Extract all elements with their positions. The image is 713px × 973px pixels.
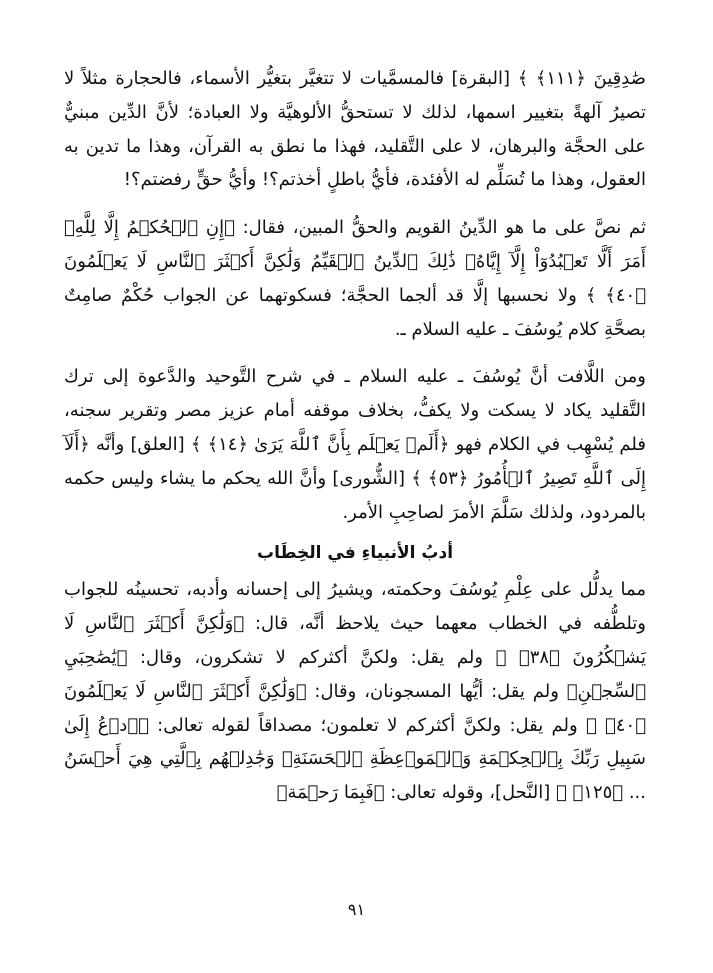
paragraph-4: مما يدلُّل على عِلْمِ يُوسُفَ وحكمته، ويشيرُ إلى إحسانه وأدبه، تحسينُه للجواب وتلطُّفه في الخطاب معهما حيث يلاحظ أنَّه، قال: ﴿وَلَٰكِنَّ أَكۡثَرَ ٱلنَّاسِ لَا يَشۡكُرُونَ ﴿٣٨﴾ ﴾ ولم يقل: ولكنَّ أكثركم لا تشكرون، وقال: ﴿يَٰصَٰحِبَيِ ٱلسِّجۡنِ﴾ ولم يقل: أيُّها المسجونان، وقال: ﴿وَلَٰكِنَّ أَكۡثَرَ ٱلنَّاسِ لَا يَعۡلَمُونَ ﴿٤٠﴾ ﴾ ولم يقل: ولكنَّ أكثركم لا تعلمون؛ مصداقاً لقوله تعالى: ﴿ٱدۡعُ إِلَىٰ سَبِيلِ رَبِّكَ بِٱلۡحِكۡمَةِ وَٱلۡمَوۡعِظَةِ ٱلۡحَسَنَةِۖ وَجَٰدِلۡهُم بِٱلَّتِي هِيَ أَحۡسَنُ ... ﴿١٢٥﴾ ﴾ [النَّحل]، وقوله تعالى: ﴿فَبِمَا رَحۡمَةٖ bbox=[64, 579, 646, 804]
paragraph-1: صَٰدِقِينَ ﴿١١١﴾ ﴾ [البقرة] فالمسمَّيات لا تتغيَّر بتغيُّر الأسماء، فالحجارة مثلاً لا تصيرُ آلهةً بتغيير اسمها، لذلك لا تستحقُّ الألوهيَّة ولا العبادة؛ لأنَّ الدِّين مبنيٌّ على الحجَّة والبرهان، لا على التَّقليد، فهذا ما نطق به القرآن، وهذا ما تدين به العقول، وهذا ما تُسَلِّم له الأفئدة، فأيُّ باطلٍ أخذتم؟! وأيُّ حقٍّ رفضتم؟! bbox=[64, 68, 646, 191]
paragraph-gap bbox=[64, 346, 646, 360]
paragraph-3: ومن اللَّافت أنَّ يُوسُفَ ـ عليه السلام ـ في شرح التَّوحيد والدَّعوة إلى ترك التَّقليد يكاد لا يسكت ولا يكفُّ، بخلاف موقفه أمام عزيز مصر وتقرير سجنه، فلم يُسْهِب في الكلام فهو ﴿أَلَمۡ يَعۡلَم بِأَنَّ ٱللَّهَ يَرَىٰ ﴿١٤﴾ ﴾ [العلق] وأنَّه ﴿أَلَآ إِلَى ٱللَّهِ تَصِيرُ ٱلۡأُمُورُ ﴿٥٣﴾ ﴾ [الشُّورى] وأنَّ الله يحكم ما يشاء وليس حكمه بالمردود، ولذلك سَلَّمَ الأمرَ لصاحِبِ الأمر. bbox=[64, 366, 647, 523]
paragraph-2: ثم نصَّ على ما هو الدِّينُ القويم والحقُّ المبين، فقال: ﴿إِنِ ٱلۡحُكۡمُ إِلَّا لِلَّهِۚ أَمَرَ أَلَّا تَعۡبُدُوٓاْ إِلَّآ إِيَّاهُۚ ذَٰلِكَ ٱلدِّينُ ٱلۡقَيِّمُ وَلَٰكِنَّ أَكۡثَرَ ٱلنَّاسِ لَا يَعۡلَمُونَ ﴿٤٠﴾ ﴾ ولا نحسبها إلَّا قد ألجما الحجَّة؛ فسكوتهما عن الجواب حُكْمٌ صامِتٌ بصحَّةِ كلام يُوسُفَ ـ عليه السلام ـ. bbox=[64, 217, 646, 340]
page-number: ٩١ bbox=[347, 900, 366, 919]
section-heading: أدبُ الأنبياءِ في الخِطَاب bbox=[256, 543, 454, 564]
paragraph-gap bbox=[64, 197, 646, 211]
page-body bbox=[64, 62, 646, 810]
